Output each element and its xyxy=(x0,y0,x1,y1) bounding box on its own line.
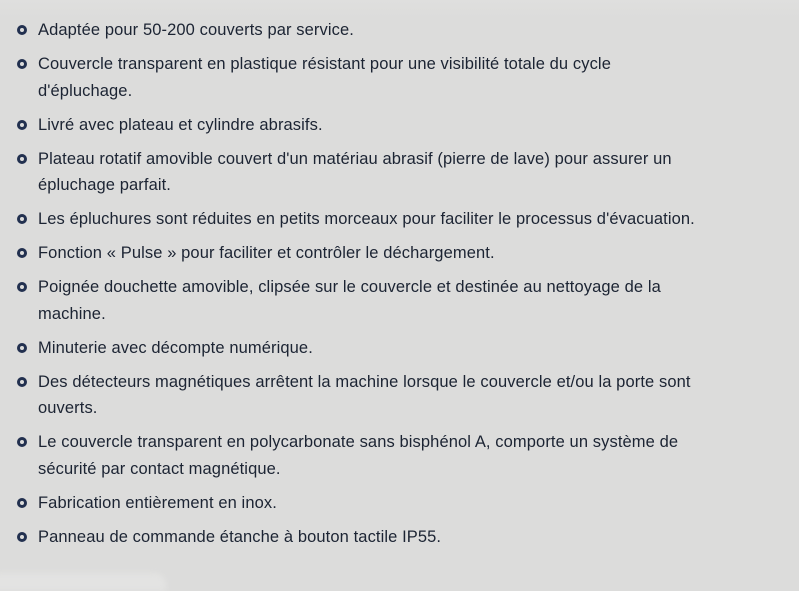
feature-item xyxy=(17,112,779,139)
feature-line: Le couvercle transparent en polycarbonate sans bisphénol A, comporte un système de xyxy=(38,433,679,451)
feature-line: sécurité par contact magnétique. xyxy=(38,459,281,478)
feature-item xyxy=(17,206,779,233)
ring-bullet-icon xyxy=(17,25,27,35)
feature-line: Des détecteurs magnétiques arrêtent la machine lorsque le couvercle et/ou la porte sont xyxy=(38,372,691,391)
feature-text xyxy=(38,146,672,199)
feature-item xyxy=(17,490,779,517)
feature-item xyxy=(17,240,779,267)
feature-line: d'épluchage. xyxy=(38,81,133,100)
feature-text xyxy=(38,240,495,267)
feature-text xyxy=(38,17,354,44)
feature-item xyxy=(17,146,779,199)
feature-text xyxy=(38,112,323,139)
feature-text xyxy=(38,51,611,104)
ring-bullet-icon xyxy=(17,343,27,353)
feature-item xyxy=(17,369,779,422)
feature-text xyxy=(38,429,678,482)
ring-bullet-icon xyxy=(17,437,27,447)
ring-bullet-icon xyxy=(17,120,27,130)
feature-text xyxy=(38,490,277,517)
feature-text xyxy=(38,369,691,422)
ring-bullet-icon xyxy=(17,248,27,258)
ring-bullet-icon xyxy=(17,154,27,164)
ring-bullet-icon xyxy=(17,532,27,542)
feature-line: épluchage parfait. xyxy=(38,176,171,194)
panel-corner-highlight xyxy=(0,573,166,591)
ring-bullet-icon xyxy=(17,377,27,387)
feature-line: Fabrication entièrement en inox. xyxy=(38,493,277,512)
feature-line: Plateau rotatif amovible couvert d'un matériau abrasif (pierre de lave) pour assurer un xyxy=(38,149,672,168)
feature-text xyxy=(38,335,313,362)
ring-bullet-icon xyxy=(17,214,27,224)
feature-line: Fonction « Pulse » pour faciliter et contrôler le déchargement. xyxy=(38,244,495,262)
feature-line: Les épluchures sont réduites en petits morceaux pour faciliter le processus d'évacuation. xyxy=(38,210,695,228)
feature-item xyxy=(17,429,779,482)
ring-bullet-icon xyxy=(17,498,27,508)
feature-item xyxy=(17,335,779,362)
feature-line: Poignée douchette amovible, clipsée sur le couvercle et destinée au nettoyage de la xyxy=(38,278,661,296)
feature-item xyxy=(17,51,779,104)
feature-line: Adaptée pour 50-200 couverts par service. xyxy=(38,21,354,39)
feature-item xyxy=(17,17,779,44)
feature-line: Panneau de commande étanche à bouton tactile IP55. xyxy=(38,527,442,546)
feature-text xyxy=(38,524,441,551)
feature-line: ouverts. xyxy=(38,399,98,417)
feature-line: Couvercle transparent en plastique résistant pour une visibilité totale du cycle xyxy=(38,55,611,73)
feature-line: machine. xyxy=(38,304,106,323)
feature-text xyxy=(38,206,695,233)
feature-item xyxy=(17,524,779,551)
feature-text xyxy=(38,274,661,327)
feature-line: Livré avec plateau et cylindre abrasifs. xyxy=(38,115,323,134)
feature-item xyxy=(17,274,779,327)
ring-bullet-icon xyxy=(17,282,27,292)
ring-bullet-icon xyxy=(17,59,27,69)
feature-line: Minuterie avec décompte numérique. xyxy=(38,338,313,357)
